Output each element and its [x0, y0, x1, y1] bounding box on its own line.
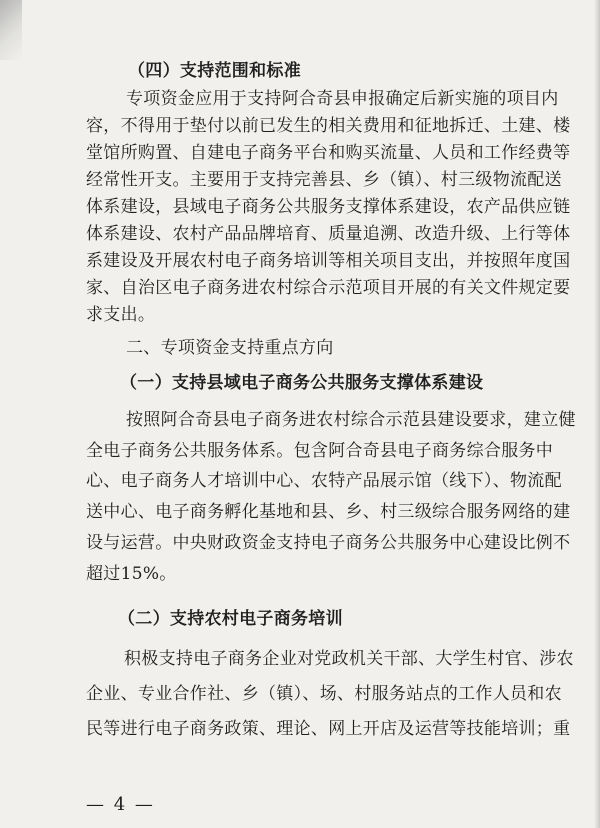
body-line: 专项资金应用于支持阿合奇县申报确定后新实施的项目内: [126, 89, 559, 109]
body-line: 容，不得用于垫付以前已发生的相关费用和征地拆迁、土建、楼: [86, 116, 571, 136]
body-line: 设与运营。中央财政资金支持电子商务公共服务中心建设比例不: [86, 533, 571, 553]
page-number: — 4 —: [86, 794, 155, 815]
body-line: 民等进行电子商务政策、理论、网上开店及运营等技能培训；重: [86, 719, 571, 739]
body-line: 心、电子商务人才培训中心、农特产品展示馆（线下）、物流配: [86, 471, 562, 491]
body-line: 家、自治区电子商务进农村综合示范项目开展的有关文件规定要: [86, 278, 571, 298]
subheading-support-scope: （四）支持范围和标准: [128, 61, 301, 81]
body-line: 经常性开支。主要用于支持完善县、乡（镇）、村三级物流配送: [86, 170, 562, 190]
body-line: 全电子商务公共服务体系。包含阿合奇县电子商务综合服务中: [86, 441, 554, 461]
body-line: 堂馆所购置、自建电子商务平台和购买流量、人员和工作经费等: [86, 143, 571, 163]
body-line: 按照阿合奇县电子商务进农村综合示范县建设要求，建立健: [126, 410, 576, 430]
body-line: 超过15%。: [86, 564, 177, 584]
section-title-key-directions: 二、专项资金支持重点方向: [126, 338, 334, 358]
body-line: 求支出。: [86, 305, 156, 325]
subheading-rural-training: （二）支持农村电子商务培训: [118, 609, 343, 629]
subheading-public-service: （一）支持县域电子商务公共服务支撑体系建设: [120, 373, 484, 393]
body-line: 企业、专业合作社、乡（镇）、场、村服务站点的工作人员和农: [86, 684, 562, 704]
body-line: 系建设及开展农村电子商务培训等相关项目支出，并按照年度国: [86, 251, 571, 271]
body-line: 体系建设、农村产品品牌培育、质量追溯、改造升级、上行等体: [86, 224, 571, 244]
body-line: 体系建设，县域电子商务公共服务支撑体系建设，农产品供应链: [86, 197, 571, 217]
body-line: 积极支持电子商务企业对党政机关干部、大学生村官、涉农: [124, 649, 574, 669]
body-line: 送中心、电子商务孵化基地和县、乡、村三级综合服务网络的建: [86, 502, 571, 522]
